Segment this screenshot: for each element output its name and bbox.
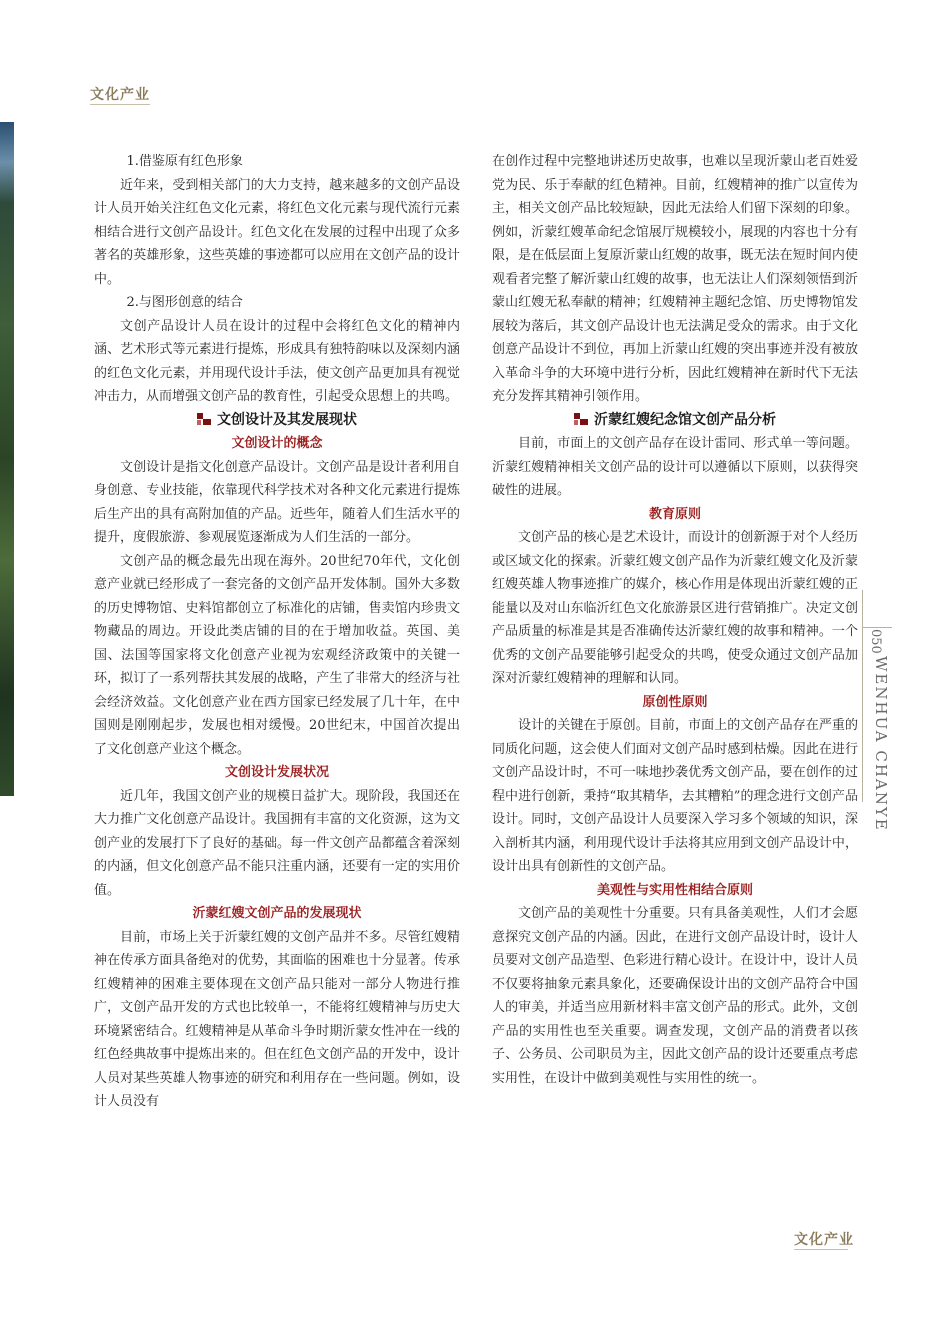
subsection-heading: 文创设计发展状况 [224, 765, 329, 780]
section-heading-text: 文创设计及其发展现状 [217, 411, 357, 428]
subsection-heading: 沂蒙红嫂文创产品的发展现状 [192, 906, 362, 921]
heading-square-icon [574, 413, 588, 425]
body-paragraph: 文创产品的概念最先出现在海外。20世纪70年代，文化创意产业就已经形成了一套完备的文创产品开发体制。国外大多数的历史博物馆、史料馆都创立了标准化的店铺，售卖馆内珍贵文物藏品的周边。开设此类店铺的目的在于增加收益。英国、美国、法国等国家将文化创意产业视为宏观经济政策中的关键一环，拟订了一系列帮扶其发展的战略，产生了非常大的经济与社会经济效益。文化创意产业在西方国家已经发展了几十年，在中国则是刚刚起步，发展也相对缓慢。20世纪末，中国首次提出了文化创意产业这个概念。 [94, 553, 460, 757]
section-heading [94, 409, 460, 433]
body-paragraph: 设计的关键在于原创。目前，市面上的文创产品存在严重的同质化问题，这会使人们面对文创产品时感到枯燥。因此在进行文创产品设计时，不可一味地抄袭优秀文创产品，要在创作的过程中进行创新，秉持“取其精华，去其糟粕”的理念进行文创产品设计。同时，文创产品设计人员要深入学习多个领域的知识，深入剖析其内涵，利用现代设计手法将其应用到文创产品设计中，设计出具有创新性的文创产品。 [492, 718, 858, 874]
numbered-subheading: 1.借鉴原有红色形象 [126, 154, 243, 169]
heading-square-icon [197, 413, 211, 425]
footer-rule [794, 1249, 848, 1250]
cover-photo-strip [0, 122, 14, 796]
section-heading-text: 沂蒙红嫂纪念馆文创产品分析 [594, 411, 776, 428]
body-paragraph: 文创产品的美观性十分重要。只有具备美观性，人们才会愿意探究文创产品的内涵。因此，在进行文创产品设计时，设计人员要对文创产品造型、色彩进行精心设计。在设计中，设计人员不仅要将抽象元素具象化，还要确保设计出的文创产品符合中国人的审美，并适当应用新材料丰富文创产品的形式。此外，文创产品的实用性也至关重要。调查发现，文创产品的消费者以孩子、公务员、公司职员为主，因此文创产品的设计还要重点考虑实用性，在设计中做到美观性与实用性的统一。 [492, 906, 858, 1086]
section-heading [492, 409, 858, 433]
body-paragraph: 文创设计是指文化创意产品设计。文创产品是设计者利用自身创意、专业技能，依靠现代科学技术对各种文化元素进行提炼后生产出的具有高附加值的产品。近些年，随着人们生活水平的提升，度假旅游、参观展览逐渐成为人们生活的一部分。 [94, 459, 460, 545]
left-column [94, 150, 460, 1114]
vertical-section-title: WENHUA CHANYE [872, 656, 890, 832]
numbered-subheading: 2.与图形创意的结合 [126, 295, 243, 310]
subsection-heading: 原创性原则 [642, 694, 708, 710]
subsection-heading: 美观性与实用性相结合原则 [596, 882, 753, 898]
page-number: 050 [868, 629, 883, 654]
side-rule [862, 590, 863, 802]
subsection-heading: 教育原则 [648, 506, 701, 522]
body-paragraph: 近几年，我国文创产业的规模日益扩大。现阶段，我国还在大力推广文化创意产品设计。我国拥有丰富的文化资源，这为文创产业的发展打下了良好的基础。每一件文创产品都蕴含着深刻的内涵，但文化创意产品不能只注重内涵，还要有一定的实用价值。 [94, 788, 460, 898]
body-paragraph: 文创产品设计人员在设计的过程中会将红色文化的精神内涵、艺术形式等元素进行提炼，形成具有独特韵味以及深刻内涵的红色文化元素，并用现代设计手法，使文创产品更加具有视觉冲击力，从而增强文创产品的教育性，引起受众思想上的共鸣。 [94, 318, 460, 404]
body-paragraph: 目前，市场上关于沂蒙红嫂的文创产品并不多。尽管红嫂精神在传承方面具备绝对的优势，其面临的困难也十分显著。传承红嫂精神的困难主要体现在文创产品只能对一部分人物进行推广，文创产品开发的方式也比较单一，不能将红嫂精神与历史大环境紧密结合。红嫂精神是从革命斗争时期沂蒙女性冲在一线的红色经典故事中提炼出来的。但在红色文创产品的开发中，设计人员对某些英雄人物事迹的研究和利用存在一些问题。例如，设计人员没有 [94, 929, 460, 1109]
body-paragraph: 在创作过程中完整地讲述历史故事，也难以呈现沂蒙山老百姓爱党为民、乐于奉献的红色精神。目前，红嫂精神的推广以宣传为主，相关文创产品比较短缺，因此无法给人们留下深刻的印象。例如，沂蒙红嫂革命纪念馆展厅规模较小，展现的内容也十分有限，是在低层面上复原沂蒙山红嫂的故事，既无法在短时间内使观看者完整了解沂蒙山红嫂的故事，也无法让人们深刻领悟到沂蒙山红嫂无私奉献的精神；红嫂精神主题纪念馆、历史博物馆发展较为落后，其文创产品设计也无法满足受众的需求。由于文化创意产品设计不到位，再加上沂蒙山红嫂的突出事迹并没有被放入革命斗争的大环境中进行分析，因此红嫂精神在新时代下无法充分发挥其精神引领作用。 [492, 154, 858, 404]
running-header: 文化产业 [90, 87, 150, 103]
body-paragraph: 近年来，受到相关部门的大力支持，越来越多的文创产品设计人员开始关注红色文化元素，将红色文化元素与现代流行元素相结合进行文创产品设计。红色文化在发展的过程中出现了众多著名的英雄形象，这些英雄的事迹都可以应用在文创产品的设计中。 [94, 177, 460, 287]
body-paragraph: 文创产品的核心是艺术设计，而设计的创新源于对个人经历或区域文化的探索。沂蒙红嫂文创产品作为沂蒙红嫂文化及沂蒙红嫂英雄人物事迹推广的媒介，核心作用是体现出沂蒙红嫂的正能量以及对山东临沂红色文化旅游景区进行营销推广。决定文创产品质量的标准是其是否准确传达沂蒙红嫂的故事和精神。一个优秀的文创产品要能够引起受众的共鸣，使受众通过文创产品加深对沂蒙红嫂精神的理解和认同。 [492, 530, 858, 686]
header-rule [90, 104, 150, 105]
side-tick [862, 627, 892, 628]
right-column [492, 150, 858, 1090]
subsection-heading: 文创设计的概念 [231, 436, 323, 451]
running-footer: 文化产业 [794, 1232, 854, 1248]
body-paragraph: 目前，市面上的文创产品存在设计雷同、形式单一等问题。沂蒙红嫂精神相关文创产品的设计可以遵循以下原则，以获得突破性的进展。 [492, 436, 858, 498]
